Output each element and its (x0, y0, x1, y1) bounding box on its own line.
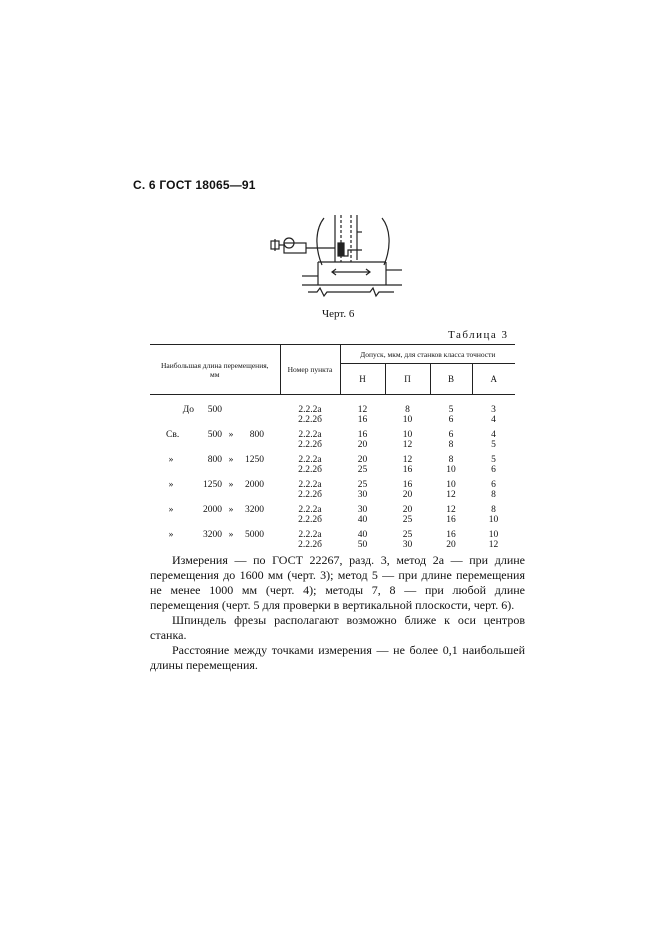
cell-class-v-value: 5 (448, 405, 454, 415)
length-v1: 1250 (203, 480, 222, 490)
cell-class-v-value: 16 (446, 515, 456, 525)
table-title: Таблица 3 (448, 329, 509, 341)
header-class-h: Н (340, 364, 385, 395)
length-v2: 1250 (245, 455, 264, 465)
length-conj: » (228, 455, 234, 465)
cell-point-number-value: 2.2.2б (298, 490, 322, 500)
cell-class-p-value: 12 (402, 455, 413, 465)
header-class-a: А (472, 364, 515, 395)
cell-class-v-value: 12 (446, 490, 456, 500)
cell-class-p-value: 20 (402, 505, 413, 515)
cell-class-v (430, 530, 472, 555)
cell-class-a-value: 4 (491, 430, 496, 440)
cell-class-a-value: 4 (491, 415, 496, 425)
cell-class-p (385, 430, 430, 455)
cell-class-v (430, 455, 472, 480)
cell-class-a-value: 3 (491, 405, 496, 415)
cell-class-v (430, 430, 472, 455)
cell-class-h (340, 505, 385, 530)
paragraph-distance: Расстояние между точками измерения — не более 0,1 наибольшей длины перемещения. (150, 643, 525, 672)
cell-point-number-value: 2.2.2б (298, 440, 322, 450)
cell-point-number-value: 2.2.2б (298, 540, 322, 550)
cell-length-range (150, 395, 280, 431)
table-row (150, 530, 515, 555)
cell-class-p-value: 30 (402, 540, 413, 550)
cell-class-p (385, 530, 430, 555)
cell-class-p-value: 25 (402, 515, 413, 525)
cell-class-h-value: 30 (357, 490, 368, 500)
cell-class-v-value: 10 (446, 465, 456, 475)
table-row (150, 455, 515, 480)
cell-class-p-value: 16 (402, 480, 413, 490)
cell-class-v (430, 505, 472, 530)
cell-point-number-value: 2.2.2б (298, 515, 322, 525)
cell-point-number-value: 2.2.2а (298, 505, 322, 515)
cell-class-v (430, 480, 472, 505)
paragraph-measurements: Измерения — по ГОСТ 22267, разд. 3, метод 2а — при длине перемещения до 1600 мм (черт. 3); метод 5 — при длине перемещения не менее 1000 мм (черт. 4); методы 7, 8 — при любой длине перемещения (черт. 5 для проверки в вертикальной плоскости, черт. 6). (150, 553, 525, 612)
cell-class-h (340, 480, 385, 505)
table-row (150, 395, 515, 431)
cell-class-h-value: 20 (357, 455, 368, 465)
header-max-length: Наибольшая длина перемещения, мм (150, 345, 280, 395)
cell-class-h (340, 530, 385, 555)
cell-class-a (472, 430, 515, 455)
table-row (150, 480, 515, 505)
body-text (150, 553, 525, 673)
cell-point-number-value: 2.2.2а (298, 480, 322, 490)
cell-class-h-value: 20 (357, 440, 368, 450)
length-v1: 500 (207, 430, 222, 440)
cell-class-h-value: 16 (357, 430, 368, 440)
cell-class-a-value: 12 (488, 540, 499, 550)
length-v1: 2000 (203, 505, 222, 515)
cell-class-h-value: 25 (357, 465, 368, 475)
cell-class-h-value: 50 (357, 540, 368, 550)
cell-class-p-value: 25 (402, 530, 413, 540)
cell-class-a-value: 10 (488, 515, 499, 525)
cell-point-number-value: 2.2.2а (298, 430, 322, 440)
cell-point-number (280, 455, 340, 480)
page-header: С. 6 ГОСТ 18065—91 (133, 178, 256, 192)
drawing-figure-6 (262, 210, 412, 302)
cell-class-a (472, 455, 515, 480)
cell-class-a (472, 530, 515, 555)
length-v2: 3200 (245, 505, 264, 515)
cell-class-p (385, 505, 430, 530)
cell-class-p-value: 20 (402, 490, 413, 500)
cell-class-v-value: 10 (446, 480, 456, 490)
cell-class-p-value: 8 (405, 405, 410, 415)
cell-point-number-value: 2.2.2а (298, 530, 322, 540)
length-conj: » (228, 530, 234, 540)
length-prefix: » (168, 530, 174, 540)
length-conj: » (228, 480, 234, 490)
cell-class-v-value: 8 (448, 455, 454, 465)
length-prefix: » (168, 505, 174, 515)
cell-class-a-value: 5 (491, 455, 496, 465)
table-row (150, 430, 515, 455)
length-v1: 500 (207, 405, 222, 415)
cell-class-p (385, 455, 430, 480)
cell-class-p-value: 16 (402, 465, 413, 475)
cell-point-number-value: 2.2.2б (298, 415, 322, 425)
cell-class-h-value: 30 (357, 505, 368, 515)
cell-class-v-value: 16 (446, 530, 456, 540)
header-class-v: В (430, 364, 472, 395)
cell-length-range (150, 480, 280, 505)
cell-class-v (430, 395, 472, 431)
cell-point-number-value: 2.2.2а (298, 405, 322, 415)
cell-class-h-value: 16 (357, 415, 368, 425)
cell-length-range (150, 530, 280, 555)
cell-point-number (280, 430, 340, 455)
figure-caption: Черт. 6 (322, 308, 355, 320)
header-class-p: П (385, 364, 430, 395)
length-prefix: » (168, 480, 174, 490)
cell-class-p (385, 395, 430, 431)
cell-length-range (150, 505, 280, 530)
header-tolerance: Допуск, мкм, для станков класса точности (340, 345, 515, 364)
length-conj: » (228, 505, 234, 515)
cell-class-p-value: 12 (402, 440, 413, 450)
cell-class-a-value: 5 (491, 440, 496, 450)
header-point-number: Номер пункта (280, 345, 340, 395)
cell-class-h-value: 40 (357, 515, 368, 525)
cell-class-p (385, 480, 430, 505)
cell-point-number (280, 480, 340, 505)
cell-class-v-value: 12 (446, 505, 456, 515)
cell-length-range (150, 455, 280, 480)
cell-length-range (150, 430, 280, 455)
cell-class-a-value: 6 (491, 480, 496, 490)
cell-class-h-value: 12 (357, 405, 368, 415)
cell-class-p-value: 10 (402, 415, 413, 425)
cell-class-v-value: 6 (448, 430, 454, 440)
cell-class-v-value: 20 (446, 540, 456, 550)
length-prefix: Св. (166, 430, 180, 440)
cell-point-number-value: 2.2.2а (298, 455, 322, 465)
cell-class-a-value: 10 (488, 530, 499, 540)
cell-class-v-value: 8 (448, 440, 454, 450)
cell-class-h (340, 395, 385, 431)
cell-class-a (472, 505, 515, 530)
length-v1: 3200 (203, 530, 222, 540)
cell-point-number (280, 530, 340, 555)
cell-class-a-value: 8 (491, 490, 496, 500)
length-conj: » (228, 430, 234, 440)
cell-point-number (280, 395, 340, 431)
paragraph-spindle: Шпиндель фрезы располагают возможно ближе к оси центров станка. (150, 613, 525, 642)
cell-class-h (340, 455, 385, 480)
cell-point-number-value: 2.2.2б (298, 465, 322, 475)
length-v2: 2000 (245, 480, 264, 490)
cell-class-v-value: 6 (448, 415, 454, 425)
length-v1: 800 (207, 455, 222, 465)
cell-class-a-value: 8 (491, 505, 496, 515)
cell-class-p-value: 10 (402, 430, 413, 440)
tolerance-table (150, 344, 515, 555)
length-v2: 800 (249, 430, 264, 440)
cell-class-h-value: 25 (357, 480, 368, 490)
cell-class-h (340, 430, 385, 455)
length-from: До (182, 405, 194, 415)
length-v2: 5000 (245, 530, 264, 540)
cell-class-a (472, 395, 515, 431)
table-row (150, 505, 515, 530)
cell-class-a-value: 6 (491, 465, 496, 475)
cell-class-h-value: 40 (357, 530, 368, 540)
length-prefix: » (168, 455, 174, 465)
cell-class-a (472, 480, 515, 505)
cell-point-number (280, 505, 340, 530)
